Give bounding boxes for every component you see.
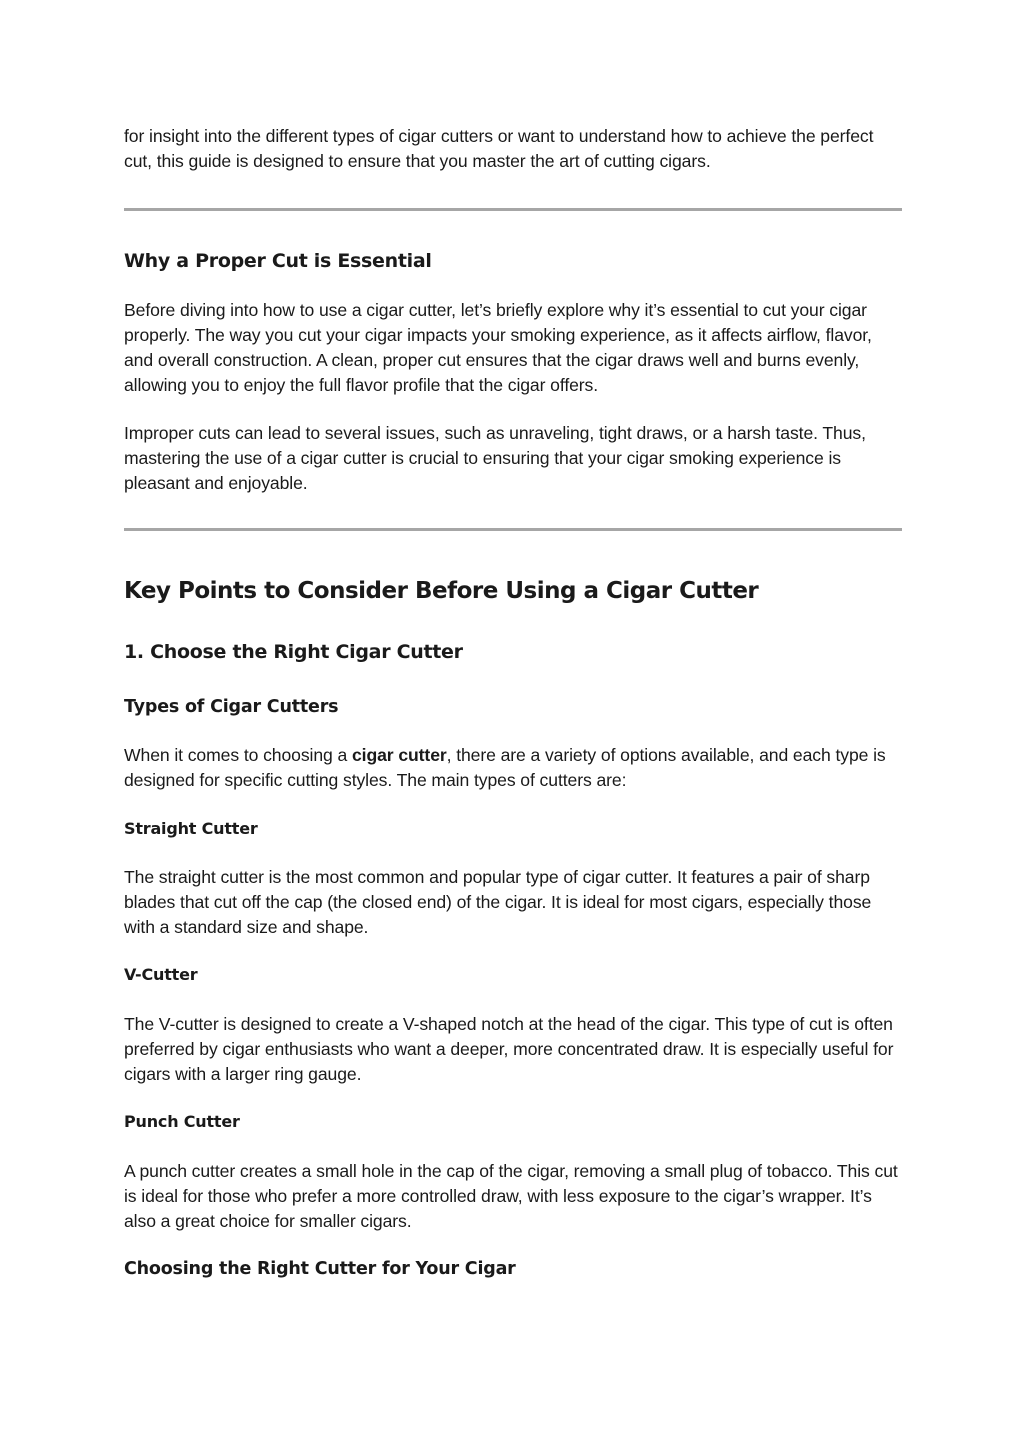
types-intro-text: When it comes to choosing a <box>124 745 352 765</box>
types-intro-paragraph <box>124 743 902 793</box>
why-paragraph-1: Before diving into how to use a cigar cutter, let’s briefly explore why it’s essential to cut your cigar properly. The way you cut your cigar impacts your smoking experience, as it affects airflow, flavor, and overall construction. A clean, proper cut ensures that the cigar draws well and burns evenly, allowing you to enjoy the full flavor profile that the cigar offers. <box>124 300 872 395</box>
why-paragraph-2: Improper cuts can lead to several issues, such as unraveling, tight draws, or a harsh taste. Thus, mastering the use of a cigar cutter is crucial to ensuring that your cigar smoking experience is pleasant and enjoyable. <box>124 423 866 493</box>
types-of-cutters-heading: Types of Cigar Cutters <box>124 697 339 717</box>
why-proper-cut-heading: Why a Proper Cut is Essential <box>124 250 432 272</box>
v-cutter-heading: V-Cutter <box>124 965 198 984</box>
intro-paragraph: for insight into the different types of cigar cutters or want to understand how to achieve the perfect cut, this guide is designed to ensure that you master the art of cutting cigars. <box>124 126 874 171</box>
cigar-cutter-bold: cigar cutter <box>352 745 447 765</box>
punch-cutter-heading: Punch Cutter <box>124 1112 240 1131</box>
choose-cutter-heading: 1. Choose the Right Cigar Cutter <box>124 641 463 663</box>
straight-cutter-heading: Straight Cutter <box>124 819 258 838</box>
types-intro-text-continued: , there are a variety of options available, and each type is designed for specific cutting styles. The main types of cutters are: <box>124 745 886 790</box>
punch-cutter-paragraph: A punch cutter creates a small hole in the cap of the cigar, removing a small plug of tobacco. This cut is ideal for those who prefer a more controlled draw, with less exposure to the cigar’s wrapper. It’s also a great choice for smaller cigars. <box>124 1161 898 1231</box>
straight-cutter-paragraph: The straight cutter is the most common and popular type of cigar cutter. It features a pair of sharp blades that cut off the cap (the closed end) of the cigar. It is ideal for most cigars, especially those with a standard size and shape. <box>124 867 872 937</box>
choosing-right-cutter-heading: Choosing the Right Cutter for Your Cigar <box>124 1259 516 1279</box>
section-divider <box>124 528 902 531</box>
section-divider <box>124 208 902 211</box>
v-cutter-paragraph: The V-cutter is designed to create a V-shaped notch at the head of the cigar. This type of cut is often preferred by cigar enthusiasts who want a deeper, more concentrated draw. It is especially useful for cigars with a larger ring gauge. <box>124 1014 894 1084</box>
key-points-heading: Key Points to Consider Before Using a Cigar Cutter <box>124 578 759 604</box>
